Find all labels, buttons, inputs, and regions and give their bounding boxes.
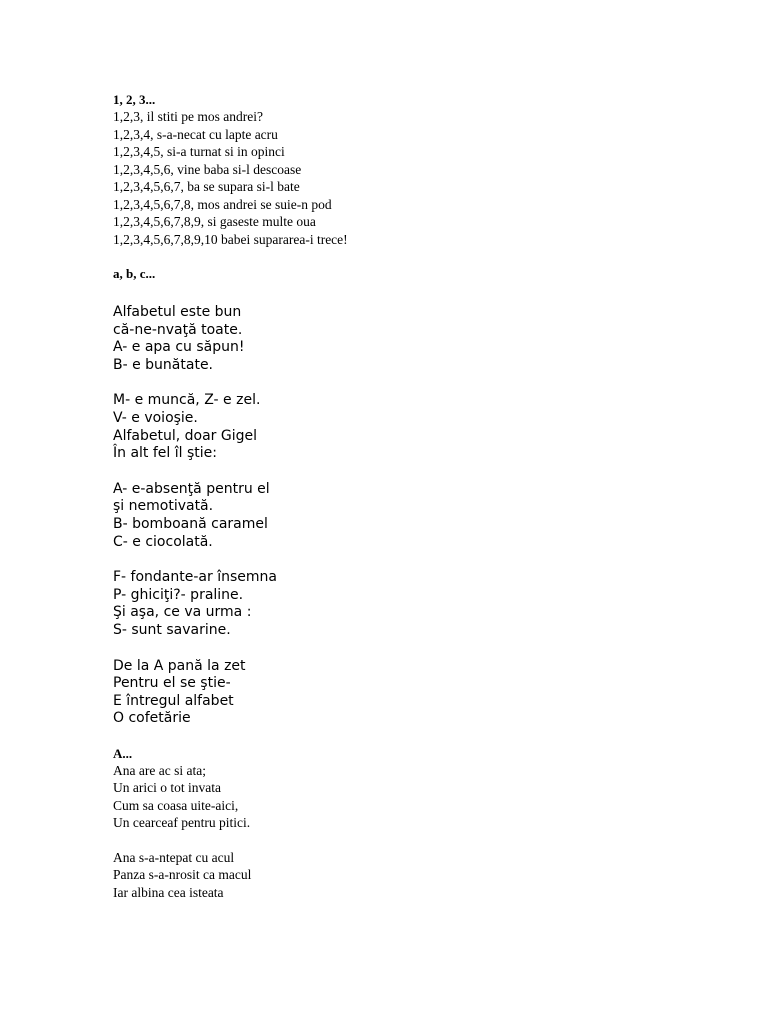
poem-line: Un arici o tot invata (113, 780, 221, 796)
poem-line: că-ne-nvaţă toate. (113, 321, 243, 338)
stanza (113, 481, 713, 551)
stanza (113, 658, 713, 728)
poem-line: 1,2,3,4,5,6, vine baba si-l descoase (113, 161, 302, 177)
poem-line: 1,2,3,4,5,6,7, ba se supara si-l bate (113, 179, 300, 194)
poem-line: M- e muncă, Z- e zel. (113, 392, 261, 409)
poem-line: O cofetărie (113, 710, 191, 727)
poem-line: Şi aşa, ce va urma : (113, 604, 252, 621)
poem-line: B- bomboană caramel (113, 515, 268, 532)
poem-line: E întregul alfabet (113, 692, 234, 709)
poem-line: Iar albina cea isteata (113, 884, 224, 900)
poem-line: F- fondante-ar însemna (113, 569, 277, 586)
poem-line: A- e-absenţă pentru el (113, 480, 270, 497)
poem-line: De la A pană la zet (113, 657, 246, 674)
poem-line: 1,2,3,4,5,6,7,8,9, si gaseste multe oua (113, 214, 316, 229)
poem-line: Alfabetul este bun (113, 304, 242, 320)
stanza (113, 849, 713, 902)
poem-line: 1,2,3,4,5,6,7,8,9,10 babei supararea-i trece! (113, 231, 348, 247)
poem-line: S- sunt savarine. (113, 621, 231, 638)
document-page (113, 91, 713, 901)
poem-line: şi nemotivată. (113, 498, 214, 515)
poem-line: Cum sa coasa uite-aici, (113, 797, 239, 813)
section-heading-a: A... (113, 745, 133, 761)
stanza (113, 569, 713, 639)
poem-line: 1,2,3,4,5,6,7,8, mos andrei se suie-n pod (113, 196, 332, 212)
poem-line: Ana are ac si ata; (113, 762, 206, 778)
poem-line: P- ghiciţi?- praline. (113, 586, 244, 603)
stanza (113, 392, 713, 462)
stanza (113, 304, 713, 374)
poem-line: Ana s-a-ntepat cu acul (113, 849, 235, 865)
section-heading-abc: a, b, c... (113, 266, 156, 281)
poem-line: Un cearceaf pentru pitici. (113, 815, 251, 831)
poem-line: 1,2,3, il stiti pe mos andrei? (113, 109, 263, 124)
stanza (113, 762, 713, 832)
poem-line: B- e bunătate. (113, 356, 214, 373)
poem-line: Pentru el se ştie- (113, 675, 231, 692)
poem-line: 1,2,3,4,5, si-a turnat si in opinci (113, 144, 285, 159)
poem-line: Panza s-a-nrosit ca macul (113, 867, 252, 883)
poem-line: C- e ciocolată. (113, 533, 213, 550)
poem-line: Alfabetul, doar Gigel (113, 427, 257, 444)
poem-line: V- e voioşie. (113, 409, 198, 426)
poem-line: A- e apa cu săpun! (113, 339, 245, 356)
poem-line: În alt fel îl ştie: (113, 445, 217, 462)
poem-line: 1,2,3,4, s-a-necat cu lapte acru (113, 126, 278, 142)
section-heading-123: 1, 2, 3... (113, 92, 156, 107)
